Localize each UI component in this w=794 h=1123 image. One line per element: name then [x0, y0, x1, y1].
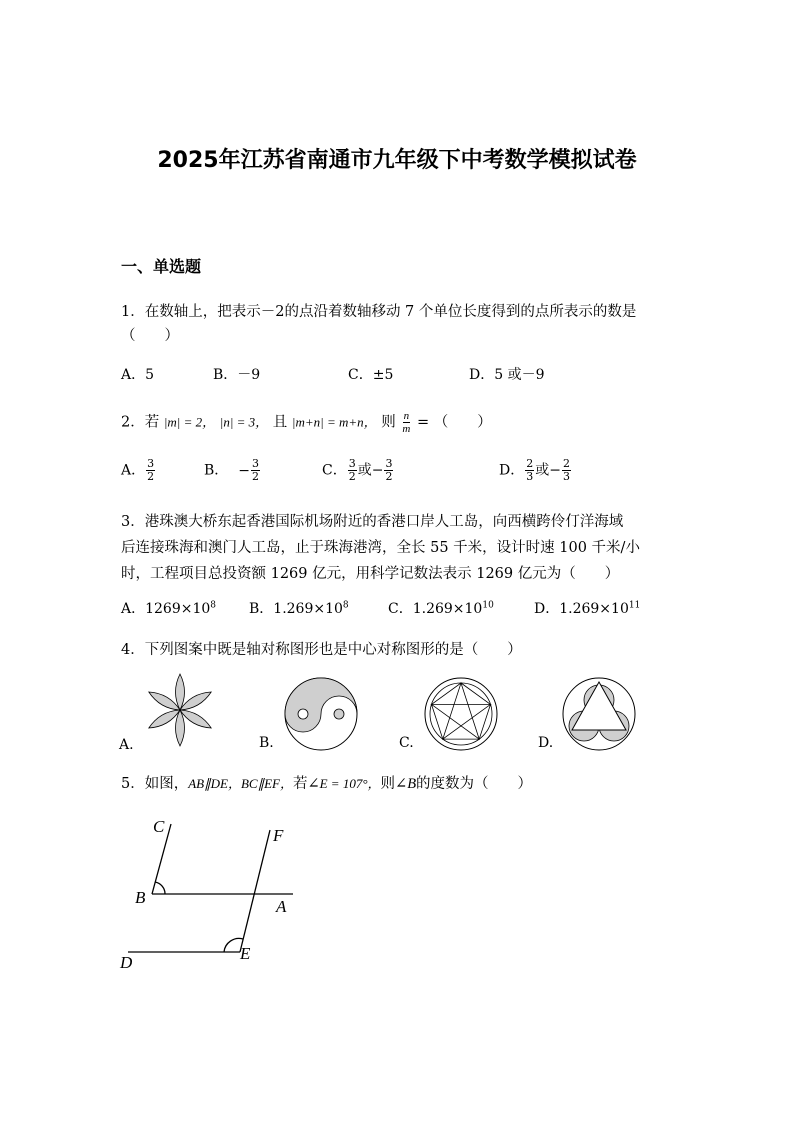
q2-eq: = — [416, 414, 430, 431]
q2-stem — [121, 410, 492, 435]
section-heading: 一、单选题 — [121, 257, 202, 276]
line-ef — [240, 830, 270, 952]
label-a: A — [276, 897, 287, 916]
q5-cond1: AB∥DE， — [188, 776, 241, 791]
angle-b-arc — [155, 882, 165, 894]
q2-prefix: 2．若 — [121, 414, 160, 431]
q5-cond3: E = 107°， — [319, 776, 381, 791]
q1-option-d[interactable]: D．5 或－9 — [469, 367, 545, 383]
q4-option-a[interactable]: A. — [119, 737, 134, 753]
q2-option-a-frac: $\frac{3}{2}$ — [147, 457, 155, 483]
label-d: D — [120, 953, 133, 972]
q2-cond1: |m| = 2， — [163, 414, 216, 430]
q3-option-c[interactable]: C．$1.269\times 10^{10}$ — [388, 600, 494, 617]
q4-figure-b-yinyang — [283, 676, 359, 752]
q2-ze: 则 — [381, 414, 396, 431]
q4-stem: 4．下列图案中既是轴对称图形也是中心对称图形的是（ ） — [121, 642, 522, 658]
q2-option-a[interactable]: A． $\frac{3}{2}$ — [121, 457, 155, 483]
q1-option-b[interactable]: B．－9 — [213, 367, 261, 383]
q1-option-a[interactable]: A．5 — [121, 367, 155, 383]
q4-figure-d-triangle-arcs — [561, 676, 637, 752]
q3-line2: 后连接珠海和澳门人工岛，止于珠海港湾，全长 55 千米，设计时速 100 千米/小 — [121, 540, 640, 556]
q2-cond3: |m+n| = m+n， — [291, 414, 377, 430]
label-c: C — [153, 817, 165, 836]
label-b: B — [135, 888, 146, 907]
q3-option-b[interactable]: B．$1.269\times 10^8$ — [249, 600, 349, 617]
q4-figure-c-pentagram — [423, 676, 499, 752]
q3-option-d[interactable]: D．$1.269\times 10^{11}$ — [534, 600, 641, 617]
q5-cond2: BC∥EF， — [240, 776, 293, 791]
q3-line1: 3．港珠澳大桥东起香港国际机场附近的香港口岸人工岛，向西横跨伶仃洋海域 — [121, 514, 624, 530]
q2-qie: 且 — [272, 414, 288, 431]
q4-option-d[interactable]: D. — [538, 735, 554, 751]
q5-stem: 5．如图，AB∥DE，BC∥EF，若∠E = 107°，则∠B的度数为（ ） — [121, 776, 533, 792]
q3-option-a[interactable]: A．$1269\times 10^8$ — [121, 600, 217, 617]
label-e: E — [240, 944, 251, 963]
q1-line2: （ ） — [121, 328, 179, 344]
q1-line1: 1．在数轴上，把表示－2的点沿着数轴移动 7 个单位长度得到的点所表示的数是 — [121, 304, 637, 320]
page-title: 2025年江苏省南通市九年级下中考数学模拟试卷 — [157, 148, 637, 173]
q1-option-c[interactable]: C．±5 — [348, 367, 394, 383]
q2-cond2: |n| = 3， — [219, 414, 269, 430]
q2-option-b[interactable]: B． − $\frac{3}{2}$ — [204, 457, 260, 483]
q4-option-b[interactable]: B. — [259, 735, 274, 751]
q2-option-b-frac: $\frac{3}{2}$ — [252, 457, 260, 483]
q4-option-c[interactable]: C. — [399, 735, 414, 751]
label-f: F — [273, 826, 284, 845]
q2-option-c[interactable]: C． $\frac{3}{2}$ 或− $\frac{3}{2}$ — [322, 457, 393, 483]
q2-option-d[interactable]: D． $\frac{2}{3}$ 或− $\frac{2}{3}$ — [499, 457, 570, 483]
q3-line3: 时，工程项目总投资额 1269 亿元，用科学记数法表示 1269 亿元为（ ） — [121, 566, 620, 582]
q2-paren: （ ） — [433, 414, 492, 431]
q4-figure-a-flower — [142, 672, 218, 748]
q2-fraction: $\frac{n}{m}$ — [402, 410, 411, 435]
